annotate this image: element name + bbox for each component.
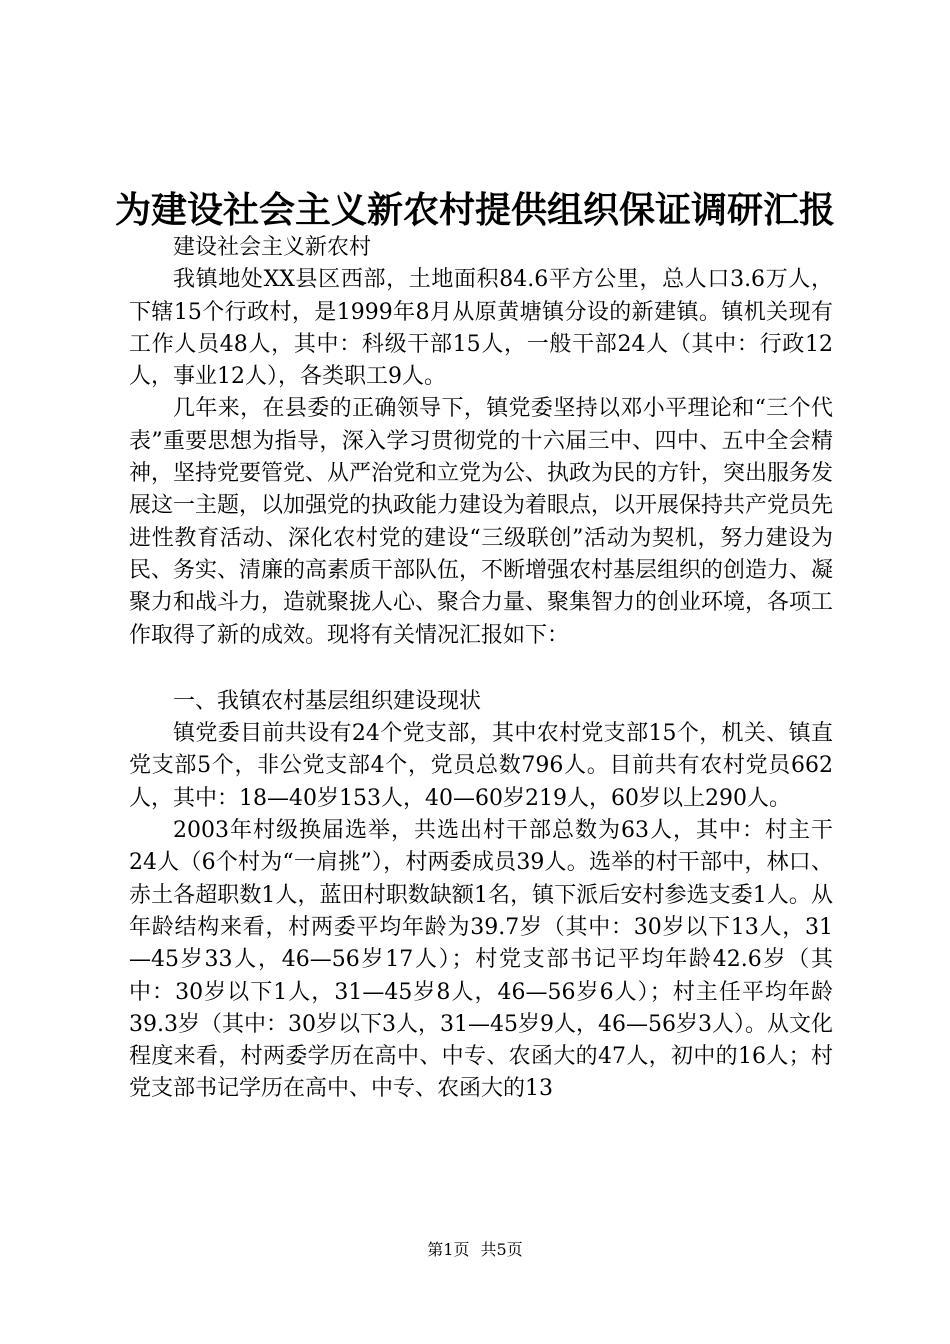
page-total: 共5页 — [480, 1240, 523, 1259]
paragraph-party-branches: 镇党委目前共设有24个党支部，其中农村党支部15个，机关、镇直党支部5个，非公党支部4个，党员总数796人。目前共有农村党员662人，其中：18—40岁153人，40—60岁219人，60岁以上290人。 — [129, 721, 833, 811]
paragraph-election: 2003年村级换届选举，共选出村干部总数为63人，其中：村主干24人（6个村为“一肩挑”），村两委成员39人。选举的村干部中，林口、赤土各超职数1人，蓝田村职数缺额1名，镇下派后安村参选支委1人。从年龄结构来看，村两委平均年龄为39.7岁（其中：30岁以下13人，31—45岁33人，46—56岁17人）；村党支部书记平均年龄42.6岁（其中：30岁以下1人，31—45岁8人，46—56岁6人）；村主任平均年龄39.3岁（其中：30岁以下3人，31—45岁9人，46—56岁3人）。从文化程度来看，村两委学历在高中、中专、农函大的47人，初中的16人；村党支部书记学历在高中、中专、农函大的13 — [129, 818, 833, 1102]
paragraph-achievements: 几年来，在县委的正确领导下，镇党委坚持以邓小平理论和“三个代表”重要思想为指导，深入学习贯彻党的十六届三中、四中、五中全会精神，坚持党要管党、从严治党和立党为公、执政为民的方针，突出服务发展这一主题，以加强党的执政能力建设为着眼点，以开展保持共产党员先进性教育活动、深化农村党的建设“三级联创”活动为契机，努力建设为民、务实、清廉的高素质干部队伍，不断增强农村基层组织的创造力、凝聚力和战斗力，造就聚拢人心、聚合力量、聚集智力的创业环境，各项工作取得了新的成效。现将有关情况汇报如下： — [129, 396, 834, 648]
document-body — [129, 232, 833, 1106]
section-heading-1: 一、我镇农村基层组织建设现状 — [173, 688, 482, 714]
subtitle-line: 建设社会主义新农村 — [173, 235, 372, 260]
paragraph-overview: 我镇地处XX县区西部，土地面积84.6平方公里，总人口3.6万人，下辖15个行政村，是1999年8月从原黄塘镇分设的新建镇。镇机关现有工作人员48人，其中：科级干部15人，一般干部24人（其中：行政12人，事业12人），各类职工9人。 — [129, 267, 833, 390]
document-title: 为建设社会主义新农村提供组织保证调研汇报 — [114, 189, 835, 231]
page-number: 第1页 — [427, 1240, 470, 1259]
page-footer — [0, 1240, 950, 1260]
